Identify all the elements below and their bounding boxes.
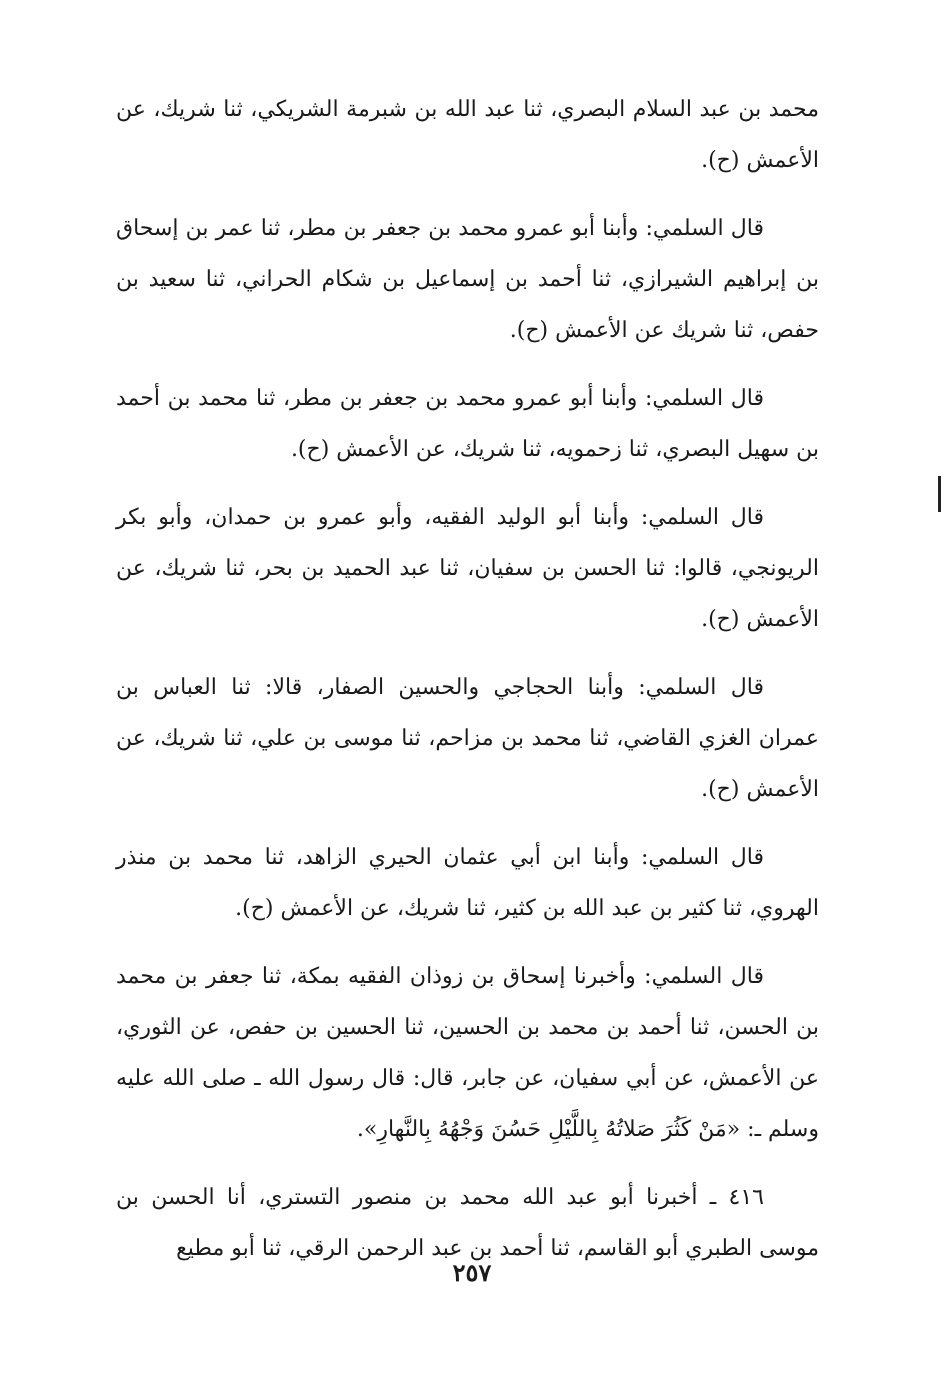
scan-edge-mark: [938, 476, 941, 512]
paragraph-6: قال السلمي: وأبنا ابن أبي عثمان الحيري الزاهد، ثنا محمد بن منذر الهروي، ثنا كثير بن عبد الله بن كثير، ثنا شريك، عن الأعمش (ح).: [116, 845, 819, 921]
paragraph-1: محمد بن عبد السلام البصري، ثنا عبد الله بن شبرمة الشريكي، ثنا شريك، عن الأعمش (ح).: [116, 97, 819, 173]
paragraph-4: قال السلمي: وأبنا أبو الوليد الفقيه، وأبو عمرو بن حمدان، وأبو بكر الريونجي، قالوا: ثنا الحسن بن سفيان، ثنا عبد الحميد بن بحر، ثنا شريك، عن الأعمش (ح).: [116, 505, 819, 632]
paragraph-8: ٤١٦ ـ أخبرنا أبو عبد الله محمد بن منصور التستري، أنا الحسن بن موسى الطبري أبو القاسم، ثنا أحمد بن عبد الرحمن الرقي، ثنا أبو مطيع: [116, 1185, 819, 1261]
paragraph-5: قال السلمي: وأبنا الحجاجي والحسين الصفار، قالا: ثنا العباس بن عمران الغزي القاضي، ثنا محمد بن مزاحم، ثنا موسى بن علي، ثنا شريك، عن الأعمش (ح).: [116, 675, 819, 802]
page-number: ٢٥٧: [452, 1258, 492, 1287]
body-text: [116, 84, 819, 1291]
paragraph-2: قال السلمي: وأبنا أبو عمرو محمد بن جعفر بن مطر، ثنا عمر بن إسحاق بن إبراهيم الشيرازي، ثنا أحمد بن إسماعيل بن شكام الحراني، ثنا سعيد بن حفص، ثنا شريك عن الأعمش (ح).: [116, 216, 819, 343]
paragraph-7: قال السلمي: وأخبرنا إسحاق بن زوذان الفقيه بمكة، ثنا جعفر بن محمد بن الحسن، ثنا أحمد بن محمد بن الحسين، ثنا الحسين بن حفص، عن الثوري، عن الأعمش، عن أبي سفيان، عن جابر، قال: قال رسول الله ـ صلى الله عليه وسلم ـ: «مَنْ كَثُرَ صَلاتُهُ بِاللَّيْلِ حَسُنَ وَجْهُهُ بِالنَّهارِ».: [116, 964, 819, 1142]
paragraph-3: قال السلمي: وأبنا أبو عمرو محمد بن جعفر بن مطر، ثنا محمد بن أحمد بن سهيل البصري، ثنا زحمويه، ثنا شريك، عن الأعمش (ح).: [116, 386, 819, 462]
